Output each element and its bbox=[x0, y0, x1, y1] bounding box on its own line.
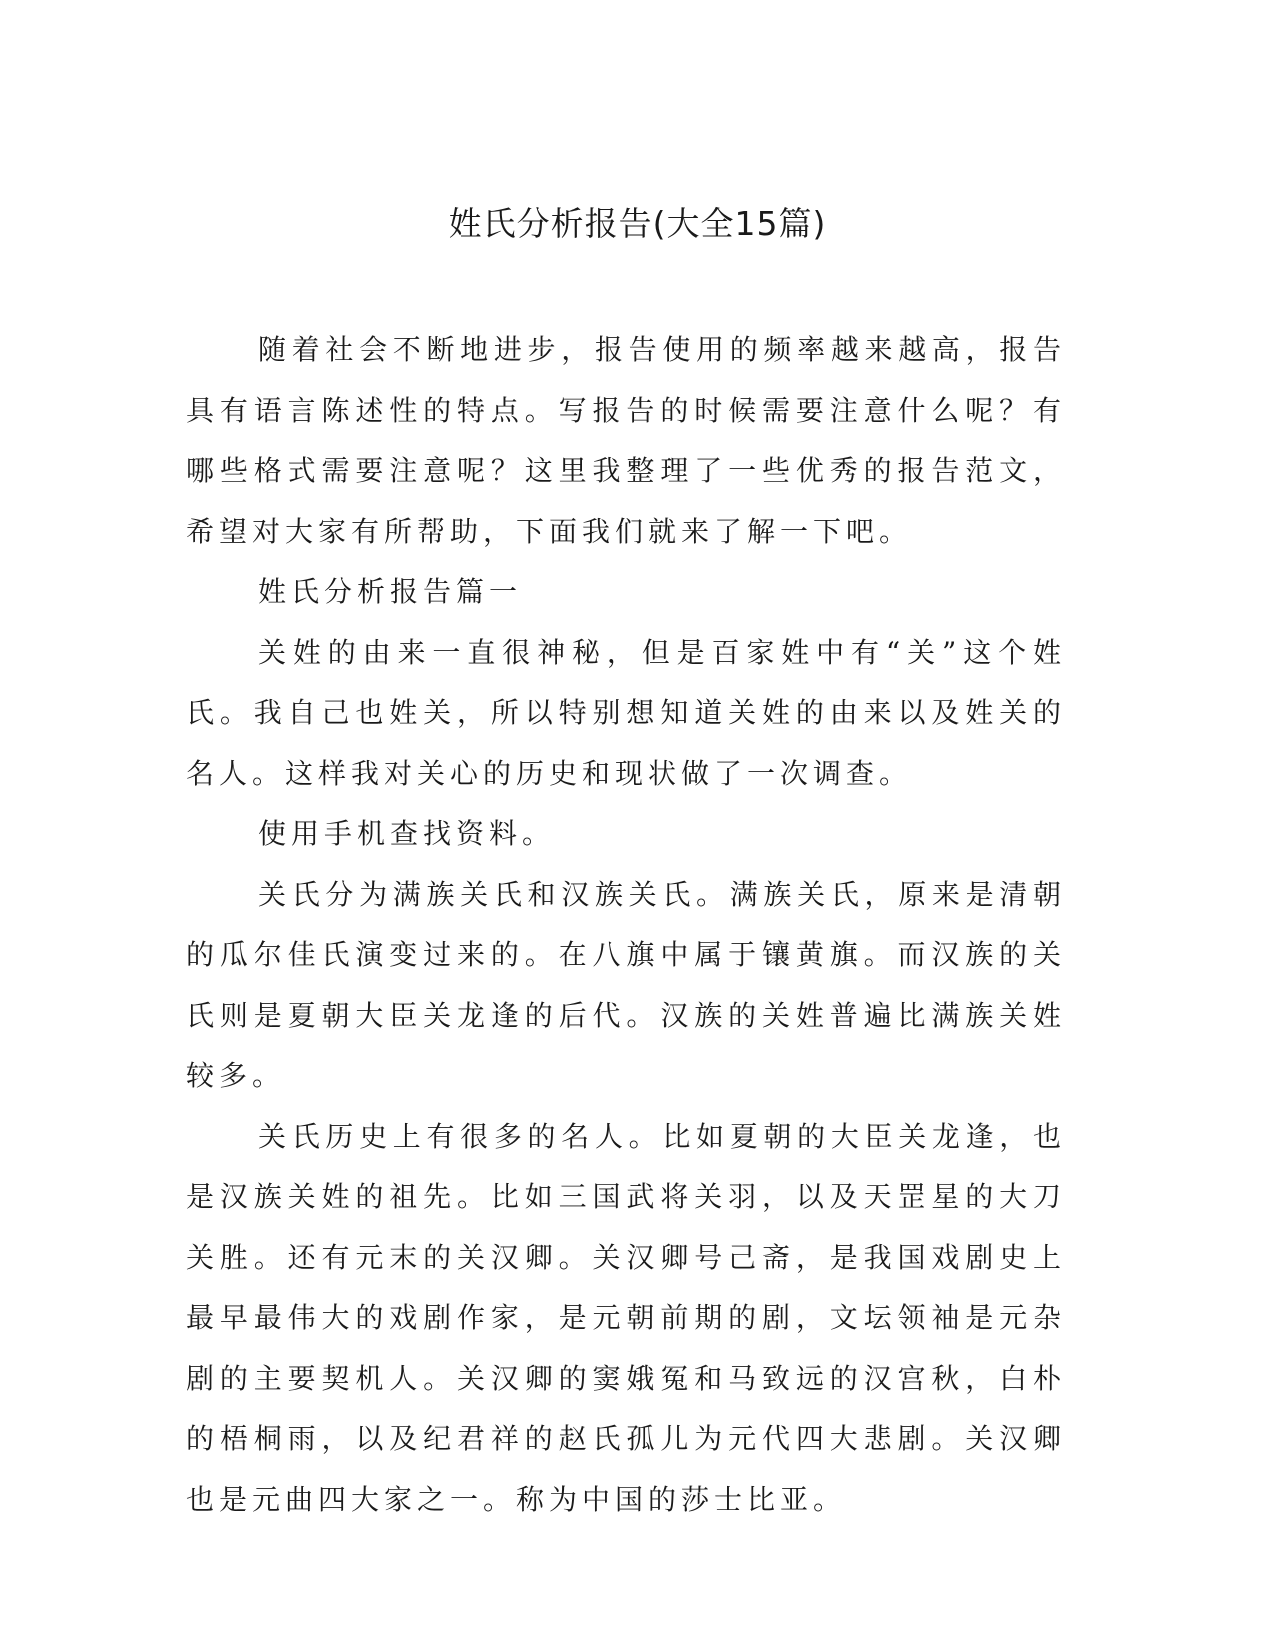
paragraph-branches: 关氏分为满族关氏和汉族关氏。满族关氏，原来是清朝的瓜尔佳氏演变过来的。在八旗中属于镶黄旗。而汉族的关氏则是夏朝大臣关龙逢的后代。汉族的关姓普遍比满族关姓较多。 bbox=[186, 877, 1066, 1092]
paragraph-origin: 关姓的由来一直很神秘，但是百家姓中有“关”这个姓氏。我自己也姓关，所以特别想知道关姓的由来以及姓关的名人。这样我对关心的历史和现状做了一次调查。 bbox=[186, 635, 1066, 790]
document-title: 姓氏分析报告(大全15篇) bbox=[448, 204, 827, 243]
paragraph-method: 使用手机查找资料。 bbox=[258, 817, 556, 850]
document-body bbox=[186, 320, 1066, 1530]
section-heading: 姓氏分析报告篇一 bbox=[258, 575, 523, 608]
paragraph-notables: 关氏历史上有很多的名人。比如夏朝的大臣关龙逢，也是汉族关姓的祖先。比如三国武将关羽，以及天罡星的大刀关胜。还有元末的关汉卿。关汉卿号己斋，是我国戏剧史上最早最伟大的戏剧作家，是元朝前期的剧，文坛领袖是元杂剧的主要契机人。关汉卿的窦娥冤和马致远的汉宫秋，白朴的梧桐雨，以及纪君祥的赵氏孤儿为元代四大悲剧。关汉卿也是元曲四大家之一。称为中国的莎士比亚。 bbox=[186, 1119, 1066, 1516]
paragraph-intro: 随着社会不断地进步，报告使用的频率越来越高，报告具有语言陈述性的特点。写报告的时候需要注意什么呢？有哪些格式需要注意呢？这里我整理了一些优秀的报告范文，希望对大家有所帮助，下面我们就来了解一下吧。 bbox=[186, 333, 1066, 548]
